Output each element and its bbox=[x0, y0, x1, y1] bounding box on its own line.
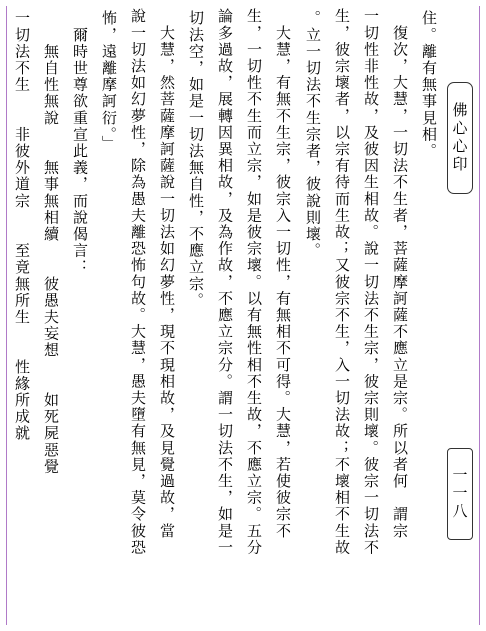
text-column-9: 切法空，如是一切法無自性，不應立宗。 bbox=[187, 10, 205, 309]
book-title: 佛心心印 bbox=[450, 102, 469, 174]
text-column-11: 說一切法如幻夢性，除為愚夫離恐怖句故。大慧，愚夫墮有無見，莫令彼恐 bbox=[129, 8, 147, 556]
text-column-1: 住。離有無事見相。 bbox=[420, 10, 438, 160]
text-column-6: 大慧，有無不生宗，彼宗入一切性，有無相不可得。大慧，若使彼宗不 bbox=[274, 8, 292, 540]
text-column-10: 大慧，然菩薩摩訶薩說一切法如幻夢性，現不現相故，及見覺過故，當 bbox=[158, 8, 176, 540]
text-column-8: 論多過故，展轉因異相故，及為作故，不應立宗分。謂一切法不生，如是一 bbox=[216, 8, 234, 556]
verse-column-2: 一切法不生 非彼外道宗 至竟無所生 性緣所成就 bbox=[13, 10, 31, 442]
text-column-2: 復次，大慧，一切法不生者，菩薩摩訶薩不應立是宗。所以者何 謂宗 bbox=[391, 8, 409, 540]
text-column-13: 爾時世尊欲重宣此義，而說偈言： bbox=[71, 10, 89, 276]
text-column-3: 一切性非性故，及彼因生相故。說一切法不生宗，彼宗則壞。彼宗一切法不 bbox=[362, 8, 380, 556]
text-column-7: 生，一切性不生而立宗，如是彼宗壞。以有無性相不生故，不應立宗。五分 bbox=[245, 8, 263, 556]
page-number: 一一八 bbox=[450, 467, 469, 521]
book-title-tab bbox=[447, 82, 473, 194]
text-column-5: 。立一切法不生宗者，彼說則壞。 bbox=[304, 10, 322, 259]
page-number-tab bbox=[447, 448, 473, 540]
verse-column-1: 無自性無說 無事無相續 彼愚夫妄想 如死屍惡覺 bbox=[42, 10, 60, 475]
text-column-12: 怖，遠離摩訶衍。」 bbox=[100, 10, 118, 152]
text-column-4: 生，彼宗壞者，以宗有待而生故；又彼宗不生，入一切法故；不壞相不生故 bbox=[333, 8, 351, 556]
